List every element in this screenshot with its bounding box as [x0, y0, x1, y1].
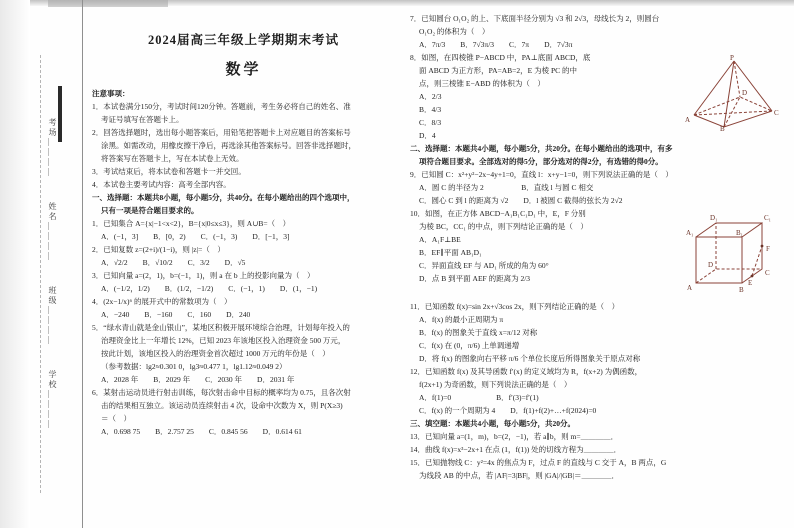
options-line: D．将 f(x) 的图象向右平移 π/6 个单位长度后所得图象关于原点对称: [419, 354, 641, 363]
section-heading: 二、选择题：本题共4小题，每小题5分，共20分。在每小题给出的选项中，有多: [410, 144, 673, 153]
vertex-label: A₁: [686, 229, 694, 237]
question-line: f(2x+1) 为奇函数，则下列说法正确的是（ ）: [419, 380, 572, 389]
vertex-label: E: [748, 279, 753, 287]
note-line: 考证号填写在答题卡上。: [101, 115, 184, 124]
question-line: 面 ABCD 为正方形，PA=AB=2，E 为棱 PC 的中: [419, 66, 577, 75]
seal-field: 姓名＿＿＿＿: [48, 202, 57, 262]
question-line: 为棱 BC，CC₁ 的中点，则下列结论正确的是（ ）: [419, 222, 588, 231]
notes-title: 注意事项：: [92, 89, 130, 98]
cube-figure: [684, 209, 776, 295]
question-line: 击的结果相互独立。该运动员连续射击 4 次，设命中次数为 X，则 P(X≥3): [101, 401, 343, 410]
vertex-label: B: [720, 125, 725, 131]
exam-header: [92, 30, 395, 79]
options-line: A．圆 C 的半径为 2 B．直线 l 与圆 C 相交: [419, 183, 594, 192]
question-line: 3．已知向量 a=(2，1)，b=(−1，1)，则 a 在 b 上的投影向量为（ ）: [92, 271, 315, 280]
options-line: A．(−1，3] B．[0，2) C．(−1，3) D．[−1，3]: [101, 232, 290, 241]
section-heading: 只有一项是符合题目要求的。: [101, 206, 199, 215]
question-line: 12．已知函数 f(x) 及其导函数 f′(x) 的定义域均为 R，f(x+2) 为偶函数，: [410, 367, 643, 376]
question-line: 4．(2x−1/x)⁶ 的展开式中的常数项为（ ）: [92, 297, 232, 306]
options-line: A．2/3: [419, 92, 442, 101]
vertex-label: D₁: [710, 214, 718, 222]
question-line: 13．已知向量 a=(1，m)，b=(2，−1)，若 a∥b，则 m=＿＿＿＿．: [410, 432, 619, 441]
question-line: 治理资金比上一年增长 12%，已知 2023 年该地区投入治理资金 500 万元，: [101, 336, 346, 345]
vertex-label: F: [766, 245, 770, 253]
fold-line: [40, 55, 41, 493]
options-line: A．f(1)=0 B．f′(3)=f′(1): [419, 393, 539, 402]
options-line: A．0.698 75 B．2.757 25 C．0.845 56 D．0.614 61: [101, 427, 302, 436]
pyramid-figure: [684, 53, 780, 131]
options-line: A．f(x) 的最小正周期为 π: [419, 315, 504, 324]
question-line: 8．如图，在四棱锥 P−ABCD 中，PA⊥底面 ABCD，底: [410, 53, 591, 62]
question-line: 点，则三棱锥 E−ABD 的体积为（ ）: [419, 79, 545, 88]
seal-field: 班级＿＿＿＿: [48, 286, 57, 346]
vertex-label: B₁: [736, 229, 744, 237]
pyramid-figure-wrap: [684, 53, 782, 136]
question-text: [410, 207, 680, 285]
vertex-label: B: [739, 286, 744, 294]
question-line: 2．已知复数 z=(2+i)/(1−i)，则 |z|=（ ）: [92, 245, 225, 254]
vertex-label: D: [708, 261, 714, 269]
question-line: 11．已知函数 f(x)=sin 2x+√3cos 2x，则下列结论正确的是（ ）: [410, 302, 620, 311]
question-line: （参考数据：lg2≈0.301 0，lg3≈0.477 1，lg1.12≈0.049 2）: [101, 362, 287, 371]
question-line: 按此计划，该地区投入的治理资金首次超过 1000 万元的年份是（ ）: [101, 349, 330, 358]
options-line: B．EF∥平面 AB₁D₁: [419, 248, 482, 257]
seal-line: [82, 0, 83, 528]
question-with-figure: [410, 51, 782, 142]
note-line: 1．本试卷满分150分，考试时间120分钟。答题前，考生务必将自己的姓名、准: [92, 102, 351, 111]
exam-subject: 数学: [225, 62, 262, 78]
vertex-label: A: [685, 116, 691, 124]
cube-figure-wrap: [684, 209, 782, 300]
question-line: 6．某射击运动员进行射击训练，每次射击命中目标的概率均为 0.75，且各次射: [92, 388, 351, 397]
question-line: 10．如图，在正方体 ABCD−A₁B₁C₁D₁ 中，E，F 分别: [410, 209, 586, 218]
vertex-label: C: [774, 109, 779, 117]
options-line: C．f(x) 在 (0，π/6) 上单调递增: [419, 341, 520, 350]
note-line: 将答案写在答题卡上，写在本试卷上无效。: [101, 154, 244, 163]
vertex-label: C₁: [764, 214, 772, 222]
seal-field: 考场＿＿＿＿: [48, 118, 57, 178]
question-line: ＝（ ）: [101, 414, 131, 423]
scan-edge-left: [0, 0, 30, 528]
vertex-label: P: [730, 54, 734, 62]
options-line: A．A₁F⊥BE: [419, 235, 461, 244]
right-column: [410, 12, 782, 482]
vertex-label: C: [765, 269, 770, 277]
options-line: A．√2/2 B．√10/2 C．3/2 D．√5: [101, 258, 246, 267]
section-heading: 三、填空题：本题共4小题，每小题5分，共20分。: [410, 419, 575, 428]
note-line: 4．本试卷主要考试内容：高考全部内容。: [92, 180, 231, 189]
vertex-label: D: [742, 89, 748, 97]
options-line: A．−240 B．−160 C．160 D．240: [101, 310, 251, 319]
note-line: 2．回答选择题时，选出每小题答案后，用铅笔把答题卡上对应题目的答案标号: [92, 128, 351, 137]
question-line: 15．已知抛物线 C：y²=4x 的焦点为 F，过点 F 的直线与 C 交于 A，B 两点，G: [410, 458, 667, 467]
question-line: 1．已知集合 A={x|−1<x<2}，B={x|0≤x≤3}，则 A∪B=（ ）: [92, 219, 291, 228]
seal-fields: [47, 118, 58, 430]
exam-title: 2024届高三年级上学期期末考试: [147, 33, 339, 47]
question-line: 7．已知圆台 O₁O₂ 的上、下底面半径分别为 √3 和 2√3，母线长为 2，则圆台: [410, 14, 660, 23]
options-line: C．异面直线 EF 与 AD₁ 所成的角为 60°: [419, 261, 549, 270]
vertex-label: A: [687, 284, 693, 292]
question-line: 14．曲线 f(x)=x³−2x+1 在点 (1，f(1)) 处的切线方程为＿＿＿＿．: [410, 445, 622, 454]
question-line: 9．已知圆 C：x²+y²−2x−4y+1=0，直线 l：x+y−1=0，则下列说法正确的是（ ）: [410, 170, 673, 179]
seal-field: 学校＿＿＿＿: [48, 370, 57, 430]
options-line: B．4/3: [419, 105, 442, 114]
section-heading: 一、选择题：本题共8小题，每小题5分，共40分。在每小题给出的四个选项中，: [92, 193, 355, 202]
left-items: [92, 87, 395, 438]
note-line: 3．考试结束后，将本试卷和答题卡一并交回。: [92, 167, 246, 176]
question-with-figure: [410, 207, 782, 300]
options-line: C．f(x) 的一个周期为 4 D．f(1)+f(2)+…+f(2024)=0: [419, 406, 597, 415]
left-column: [92, 12, 395, 438]
options-line: A．7π/3 B．7√3π/3 C．7π D．7√3π: [419, 40, 573, 49]
question-line: O₁O₂ 的体积为（ ）: [419, 27, 490, 36]
question-line: 5．“绿水青山就是金山银山”，某地区积极开展环境综合治理，计划每年投入的: [92, 323, 350, 332]
ink-mark: [58, 86, 62, 142]
options-line: A．(−1/2，1/2) B．(1/2，−1/2) C．(−1，1) D．(1，−1): [101, 284, 318, 293]
question-text: [410, 51, 680, 142]
question-line: 为线段 AB 的中点，若 |AF|=3|BF|，则 |GA|/|GB|＝＿＿＿＿．: [419, 471, 620, 480]
note-line: 涂黑。如需改动，用橡皮擦干净后，再选涂其他答案标号。回答非选择题时，: [101, 141, 356, 150]
options-line: B．f(x) 的图象关于直线 x=π/12 对称: [419, 328, 538, 337]
scan-smudge: [48, 0, 168, 7]
options-line: A．2028 年 B．2029 年 C．2030 年 D．2031 年: [101, 375, 295, 384]
options-line: C．圆心 C 到 l 的距离为 √2 D．l 被圆 C 截得的弦长为 2√2: [419, 196, 623, 205]
options-line: C．8/3: [419, 118, 442, 127]
options-line: D．点 B 到平面 AEF 的距离为 2/3: [419, 274, 531, 283]
section-heading: 项符合题目要求。全部选对的得5分，部分选对的得2分，有选错的得0分。: [419, 157, 663, 166]
options-line: D．4: [419, 131, 436, 140]
